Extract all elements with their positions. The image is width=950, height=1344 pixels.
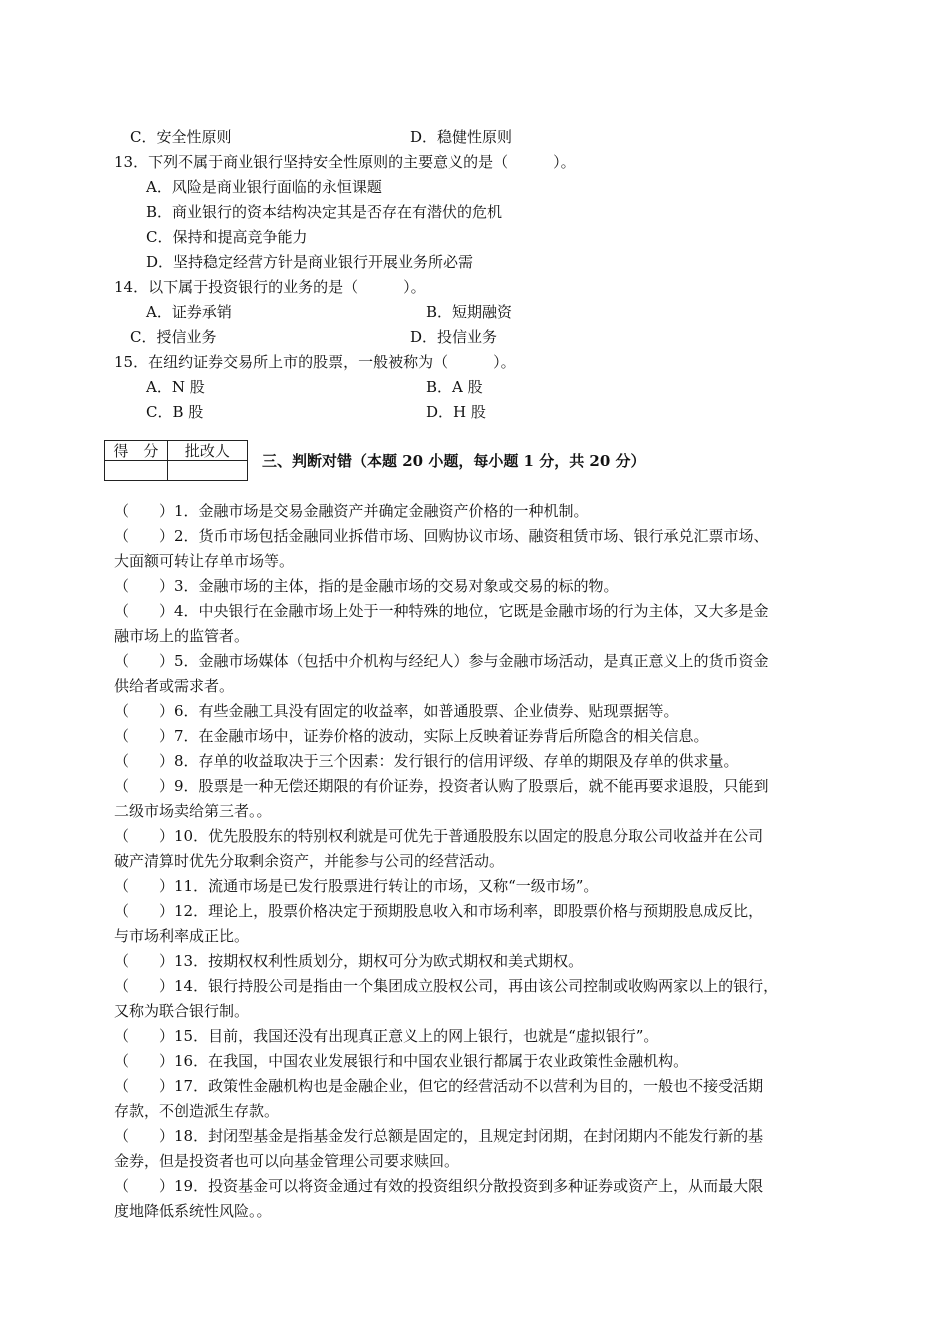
q13-stem: 13．下列不属于商业银行坚持安全性原则的主要意义的是（ ）。 [114, 153, 576, 171]
tf-line: 大面额可转让存单市场等。 [114, 552, 295, 570]
tf-line: （ ）7．在金融市场中，证券价格的波动，实际上反映着证券背后所隐含的相关信息。 [114, 727, 709, 745]
grader-cell[interactable] [167, 461, 247, 481]
tf-line: （ ）19．投资基金可以将资金通过有效的投资组织分散投资到多种证券或资产上，从而最大限 [114, 1177, 764, 1195]
tf-line: （ ）9．股票是一种无偿还期限的有价证券，投资者认购了股票后，就不能再要求退股，只能到 [114, 777, 769, 795]
tf-line: 融市场上的监管者。 [114, 627, 250, 645]
q15-option-a: A．N 股 [146, 378, 205, 396]
q15-stem: 15．在纽约证券交易所上市的股票，一般被称为（ ）。 [114, 353, 516, 371]
q13-option-c: C．保持和提高竞争能力 [146, 228, 308, 246]
q14-option-a: A．证券承销 [146, 303, 232, 321]
tf-line: （ ）10．优先股股东的特别权利就是可优先于普通股股东以固定的股息分取公司收益并在公司 [114, 827, 764, 845]
grader-label: 批改人 [167, 441, 247, 461]
tf-line: （ ）2．货币市场包括金融同业拆借市场、回购协议市场、融资租赁市场、银行承兑汇票市场、 [114, 527, 769, 545]
tf-line: （ ）1．金融市场是交易金融资产并确定金融资产价格的一种机制。 [114, 502, 589, 520]
section-3-title: 三、判断对错（本题 20 小题，每小题 1 分，共 20 分） [262, 452, 646, 470]
tf-line: （ ）12．理论上，股票价格决定于预期股息收入和市场利率，即股票价格与预期股息成反比， [114, 902, 764, 920]
tf-line: （ ）17．政策性金融机构也是金融企业，但它的经营活动不以营利为目的，一般也不接受活期 [114, 1077, 764, 1095]
tf-line: （ ）4．中央银行在金融市场上处于一种特殊的地位，它既是金融市场的行为主体，又大多是金 [114, 602, 769, 620]
tf-line: 又称为联合银行制。 [114, 1002, 250, 1020]
tf-line: （ ）15．目前，我国还没有出现真正意义上的网上银行，也就是“虚拟银行”。 [114, 1027, 659, 1045]
q15-option-d: D．H 股 [426, 403, 486, 421]
tf-line: （ ）16．在我国，中国农业发展银行和中国农业银行都属于农业政策性金融机构。 [114, 1052, 689, 1070]
tf-line: （ ）8．存单的收益取决于三个因素：发行银行的信用评级、存单的期限及存单的供求量。 [114, 752, 739, 770]
q13-option-a: A．风险是商业银行面临的永恒课题 [146, 178, 382, 196]
q15-option-c: C．B 股 [146, 403, 204, 421]
q13-option-d: D．坚持稳定经营方针是商业银行开展业务所必需 [146, 253, 474, 271]
tf-line: （ ）11．流通市场是已发行股票进行转让的市场，又称“一级市场”。 [114, 877, 599, 895]
score-label: 得 分 [105, 441, 168, 461]
tf-line: （ ）18．封闭型基金是指基金发行总额是固定的，且规定封闭期，在封闭期内不能发行新的基 [114, 1127, 764, 1145]
tf-line: 金券，但是投资者也可以向基金管理公司要求赎回。 [114, 1152, 460, 1170]
q12-option-d: D．稳健性原则 [410, 128, 513, 146]
q14-option-c: C．授信业务 [130, 328, 217, 346]
q13-option-b: B．商业银行的资本结构决定其是否存在有潜伏的危机 [146, 203, 503, 221]
tf-line: （ ）6．有些金融工具没有固定的收益率，如普通股票、企业债券、贴现票据等。 [114, 702, 679, 720]
q12-option-c: C．安全性原则 [130, 128, 232, 146]
tf-line: 存款，不创造派生存款。 [114, 1102, 280, 1120]
tf-line: 破产清算时优先分取剩余资产，并能参与公司的经营活动。 [114, 852, 505, 870]
tf-line: （ ）5．金融市场媒体（包括中介机构与经纪人）参与金融市场活动，是真正意义上的货币资金 [114, 652, 769, 670]
tf-line: （ ）3．金融市场的主体，指的是金融市场的交易对象或交易的标的物。 [114, 577, 619, 595]
q14-option-b: B．短期融资 [426, 303, 513, 321]
tf-line: 与市场利率成正比。 [114, 927, 250, 945]
q14-stem: 14．以下属于投资银行的业务的是（ ）。 [114, 278, 426, 296]
score-box [104, 440, 248, 481]
tf-line: 二级市场卖给第三者。。 [114, 802, 272, 820]
tf-line: （ ）14．银行持股公司是指由一个集团成立股权公司，再由该公司控制或收购两家以上的银行， [114, 977, 779, 995]
q15-option-b: B．A 股 [426, 378, 483, 396]
tf-line: 供给者或需求者。 [114, 677, 235, 695]
q14-option-d: D．投信业务 [410, 328, 498, 346]
tf-line: 度地降低系统性风险。。 [114, 1202, 272, 1220]
score-cell[interactable] [105, 461, 168, 481]
tf-line: （ ）13．按期权权利性质划分，期权可分为欧式期权和美式期权。 [114, 952, 584, 970]
